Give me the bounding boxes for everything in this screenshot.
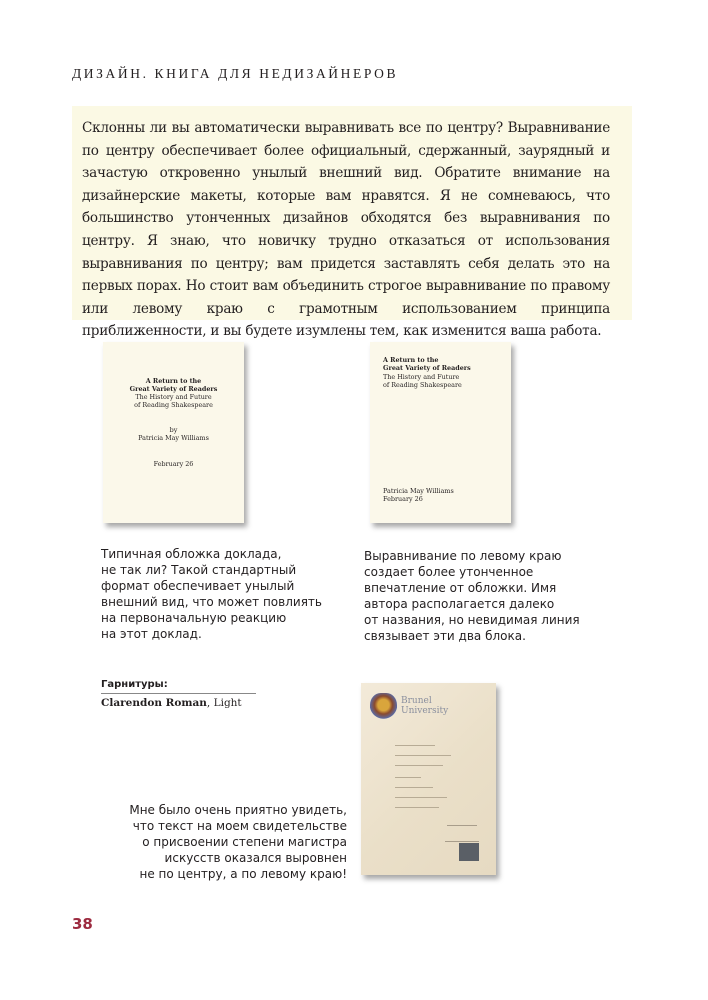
cover-subtitle-line: The History and Future bbox=[383, 373, 460, 381]
cover-title-line: Great Variety of Readers bbox=[383, 364, 471, 372]
university-crest-icon bbox=[370, 693, 397, 723]
intro-line: Склонны ли вы автоматически выравнивать все по центру? Выравнивание по bbox=[82, 120, 610, 159]
certificate-text-line bbox=[395, 787, 433, 788]
certificate-university-name bbox=[401, 697, 448, 716]
cover-title-line: Great Variety of Readers bbox=[129, 385, 218, 393]
typefaces-rule bbox=[101, 693, 256, 694]
cover-author: Patricia May Williams bbox=[138, 434, 209, 442]
cover-by: by bbox=[169, 426, 178, 434]
cover-subtitle-line: of Reading Shakespeare bbox=[134, 401, 213, 409]
cover-centered-example bbox=[103, 342, 244, 523]
certificate-text-line bbox=[395, 797, 447, 798]
running-head: ДИЗАЙН. КНИГА ДЛЯ НЕДИЗАЙНЕРОВ bbox=[72, 66, 399, 81]
typeface-light: Light bbox=[213, 697, 242, 709]
typefaces-label: Гарнитуры: bbox=[101, 679, 168, 690]
certificate-text-line bbox=[395, 777, 421, 778]
intro-line: обходятся без выравнивания по центру. Я знаю, что новичку трудно отказаться bbox=[82, 210, 610, 249]
cover-title-line: A Return to the bbox=[145, 377, 202, 385]
certificate-university-line: Brunel bbox=[401, 696, 432, 706]
typeface-separator: , bbox=[206, 697, 214, 709]
cover-subtitle-line: of Reading Shakespeare bbox=[383, 381, 462, 389]
intro-box bbox=[72, 106, 632, 340]
certificate-text-line bbox=[395, 765, 443, 766]
cover-title-line: A Return to the bbox=[383, 356, 439, 364]
cover-date: February 26 bbox=[383, 495, 423, 503]
certificate-signature bbox=[445, 831, 479, 842]
certificate-seal bbox=[459, 843, 479, 861]
intro-line: центру обеспечивает более официальный, сдержанный, заурядный и зачастую bbox=[82, 142, 610, 182]
caption-centered-cover: Типичная обложка доклада, не так ли? Такой стандартный формат обеспечивает унылый внешний вид, что может повлиять на первоначальную реакцию на этот доклад. bbox=[101, 547, 322, 642]
certificate-image bbox=[361, 683, 496, 875]
typefaces-list bbox=[101, 697, 242, 709]
certificate-text-line bbox=[395, 807, 439, 808]
certificate-text-line bbox=[395, 745, 435, 746]
caption-left-cover: Выравнивание по левому краю создает более утонченное впечатление от обложки. Имя автора располагается далеко от названия, но невидимая линия связывает эти два блока. bbox=[364, 549, 580, 644]
cover-subtitle-line: The History and Future bbox=[135, 393, 212, 401]
intro-line: или левому краю с грамотным использованием принципа приближенности, и вы bbox=[82, 300, 610, 340]
typeface-bold: Clarendon Roman bbox=[101, 697, 207, 709]
cover-date: February 26 bbox=[153, 460, 194, 468]
intro-paragraph bbox=[82, 117, 610, 343]
cover-left-aligned-example bbox=[370, 342, 511, 523]
intro-line: которые вам нравятся. Я не сомневаюсь, что большинство утонченных дизайнов bbox=[82, 187, 611, 227]
certificate-university-line: University bbox=[401, 705, 449, 716]
certificate-caption: Мне было очень приятно увидеть, что текст на моем свидетельстве о присвоении степени магистра искусств оказался выровнен не по центру, а по левому краю! bbox=[129, 803, 347, 882]
page-number: 38 bbox=[72, 915, 93, 933]
intro-line: от использования выравнивания по центру; вам придется заставлять себя делать bbox=[82, 232, 610, 272]
intro-line: это на первых порах. Но стоит вам объединить строгое выравнивание по правому bbox=[82, 255, 610, 295]
certificate-text-line bbox=[395, 755, 451, 756]
certificate-signature bbox=[447, 815, 477, 826]
cover-author: Patricia May Williams bbox=[383, 487, 454, 495]
intro-line: будете изумлены тем, как изменится ваша работа. bbox=[245, 323, 602, 340]
intro-line: откровенно унылый внешний вид. Обратите внимание на дизайнерские макеты, bbox=[82, 165, 611, 204]
